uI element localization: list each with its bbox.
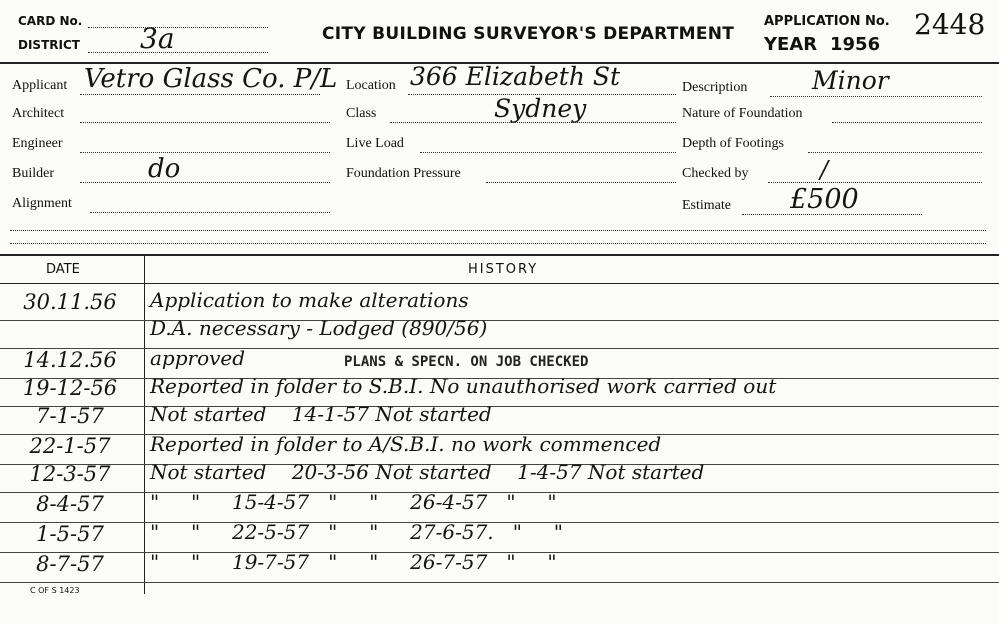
depth-of-footings-label: Depth of Footings (682, 136, 784, 151)
date-column-divider (144, 254, 145, 594)
live-load-line (420, 152, 676, 153)
history-entry: Not started 20-3-56 Not started 1-4-57 Not started (150, 460, 705, 484)
checked-by-value: / (820, 156, 829, 184)
class-label: Class (346, 106, 377, 121)
alignment-line (90, 212, 330, 213)
application-no-label: APPLICATION No. (764, 14, 890, 29)
blank-line-1 (10, 230, 986, 231)
applicant-value: Vetro Glass Co. P/L (84, 64, 338, 94)
builder-label: Builder (12, 166, 54, 181)
applicant-label: Applicant (12, 78, 68, 93)
description-value: Minor (812, 66, 889, 95)
nature-of-foundation-label: Nature of Foundation (682, 106, 803, 121)
description-label: Description (682, 80, 748, 95)
location-value-2: Sydney (494, 94, 587, 123)
architect-label: Architect (12, 106, 65, 121)
alignment-label: Alignment (12, 196, 72, 211)
location-value: 366 Elizabeth St (410, 62, 621, 91)
checked-by-line (768, 182, 982, 183)
foundation-pressure-line (486, 182, 676, 183)
history-date: 8-4-57 (36, 492, 104, 516)
history-entry: D.A. necessary - Lodged (890/56) (150, 316, 488, 340)
engineer-label: Engineer (12, 136, 63, 151)
applicant-line (80, 94, 320, 95)
history-entry: " " 15-4-57 " " 26-4-57 " " (150, 490, 557, 514)
description-line (770, 96, 982, 97)
builder-value: do (148, 154, 181, 184)
department-title: CITY BUILDING SURVEYOR'S DEPARTMENT (322, 24, 735, 44)
card-no-label: CARD No. (18, 14, 83, 28)
history-entry: Reported in folder to A/S.B.I. no work commenced (150, 432, 662, 456)
district-line (88, 52, 268, 53)
form-code: C OF S 1423 (30, 586, 80, 595)
blank-line-2 (10, 243, 986, 244)
district-label: DISTRICT (18, 38, 80, 52)
application-no-value: 2448 (914, 8, 986, 41)
history-date: 14.12.56 (23, 348, 117, 372)
history-row-line (0, 582, 999, 583)
estimate-label: Estimate (682, 198, 731, 213)
history-entry: " " 19-7-57 " " 26-7-57 " " (150, 550, 557, 574)
history-entry: Application to make alterations (150, 288, 469, 312)
history-header-line (0, 283, 999, 284)
location-label: Location (346, 78, 396, 93)
history-date: 30.11.56 (23, 290, 117, 314)
architect-line (80, 122, 330, 123)
history-date: 7-1-57 (36, 404, 104, 428)
builder-line (80, 182, 330, 183)
engineer-line (80, 152, 330, 153)
checked-by-label: Checked by (682, 166, 749, 181)
history-entry: approved (150, 346, 246, 370)
year-label: YEAR (764, 34, 818, 55)
history-entry: Reported in folder to S.B.I. No unauthorised work carried out (150, 374, 777, 398)
history-stamp: PLANS & SPECN. ON JOB CHECKED (344, 354, 589, 370)
date-header: DATE (46, 262, 80, 277)
depth-of-footings-line (808, 152, 982, 153)
nature-of-foundation-line (832, 122, 982, 123)
history-date: 1-5-57 (36, 522, 104, 546)
history-header: HISTORY (468, 262, 539, 277)
history-top-line (0, 254, 999, 256)
history-entry: " " 22-5-57 " " 27-6-57. " " (150, 520, 563, 544)
live-load-label: Live Load (346, 136, 404, 151)
history-entry: Not started 14-1-57 Not started (150, 402, 492, 426)
history-date: 22-1-57 (29, 434, 111, 458)
card-no-line (88, 27, 268, 28)
history-date: 8-7-57 (36, 552, 104, 576)
year-value: 1956 (830, 34, 881, 55)
estimate-value: £500 (790, 184, 859, 215)
history-date: 12-3-57 (29, 462, 111, 486)
district-value: 3a (140, 22, 175, 55)
foundation-pressure-label: Foundation Pressure (346, 166, 461, 181)
history-date: 19-12-56 (22, 376, 118, 400)
